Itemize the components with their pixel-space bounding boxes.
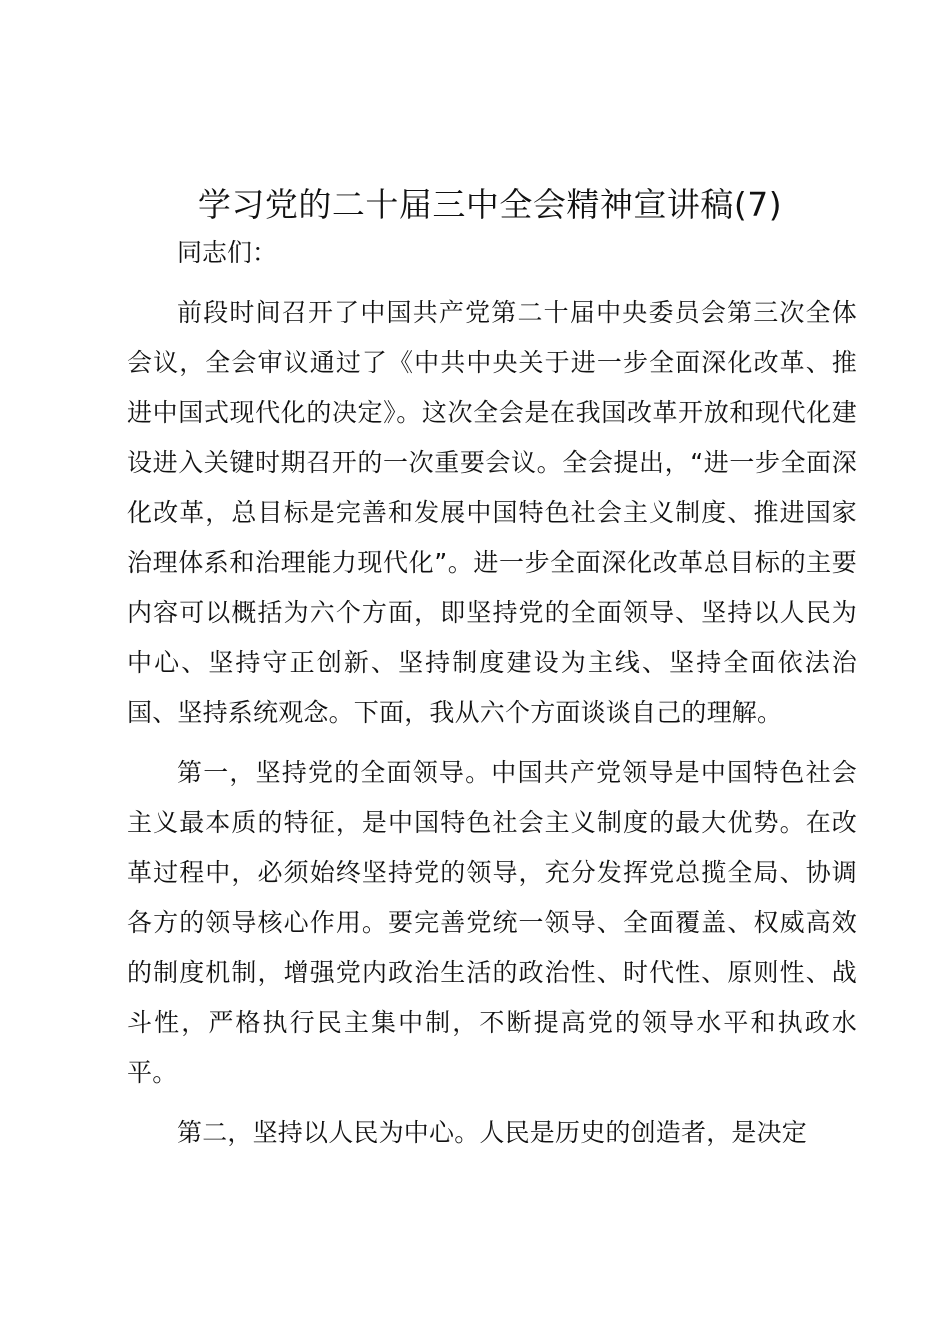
document-title: 学习党的二十届三中全会精神宣讲稿(7) [197, 185, 783, 224]
document-body [127, 228, 857, 1158]
paragraph-first-point: 第一，坚持党的全面领导。中国共产党领导是中国特色社会主义最本质的特征，是中国特色社会主义制度的最大优势。在改革过程中，必须始终坚持党的领导，充分发挥党总揽全局、协调各方的领导核心作用。要完善党统一领导、全面覆盖、权威高效的制度机制，增强党内政治生活的政治性、时代性、原则性、战斗性，严格执行民主集中制，不断提高党的领导水平和执政水平。 [127, 758, 857, 1087]
paragraph-second-point: 第二，坚持以人民为中心。人民是历史的创造者，是决定 [177, 1118, 808, 1147]
salutation: 同志们： [177, 238, 278, 267]
paragraph-intro: 前段时间召开了中国共产党第二十届中央委员会第三次全体会议，全会审议通过了《中共中央关于进一步全面深化改革、推进中国式现代化的决定》。这次全会是在我国改革开放和现代化建设进入关键时期召开的一次重要会议。全会提出，“进一步全面深化改革，总目标是完善和发展中国特色社会主义制度、推进国家治理体系和治理能力现代化”。进一步全面深化改革总目标的主要内容可以概括为六个方面，即坚持党的全面领导、坚持以人民为中心、坚持守正创新、坚持制度建设为主线、坚持全面依法治国、坚持系统观念。下面，我从六个方面谈谈自己的理解。 [127, 298, 857, 727]
